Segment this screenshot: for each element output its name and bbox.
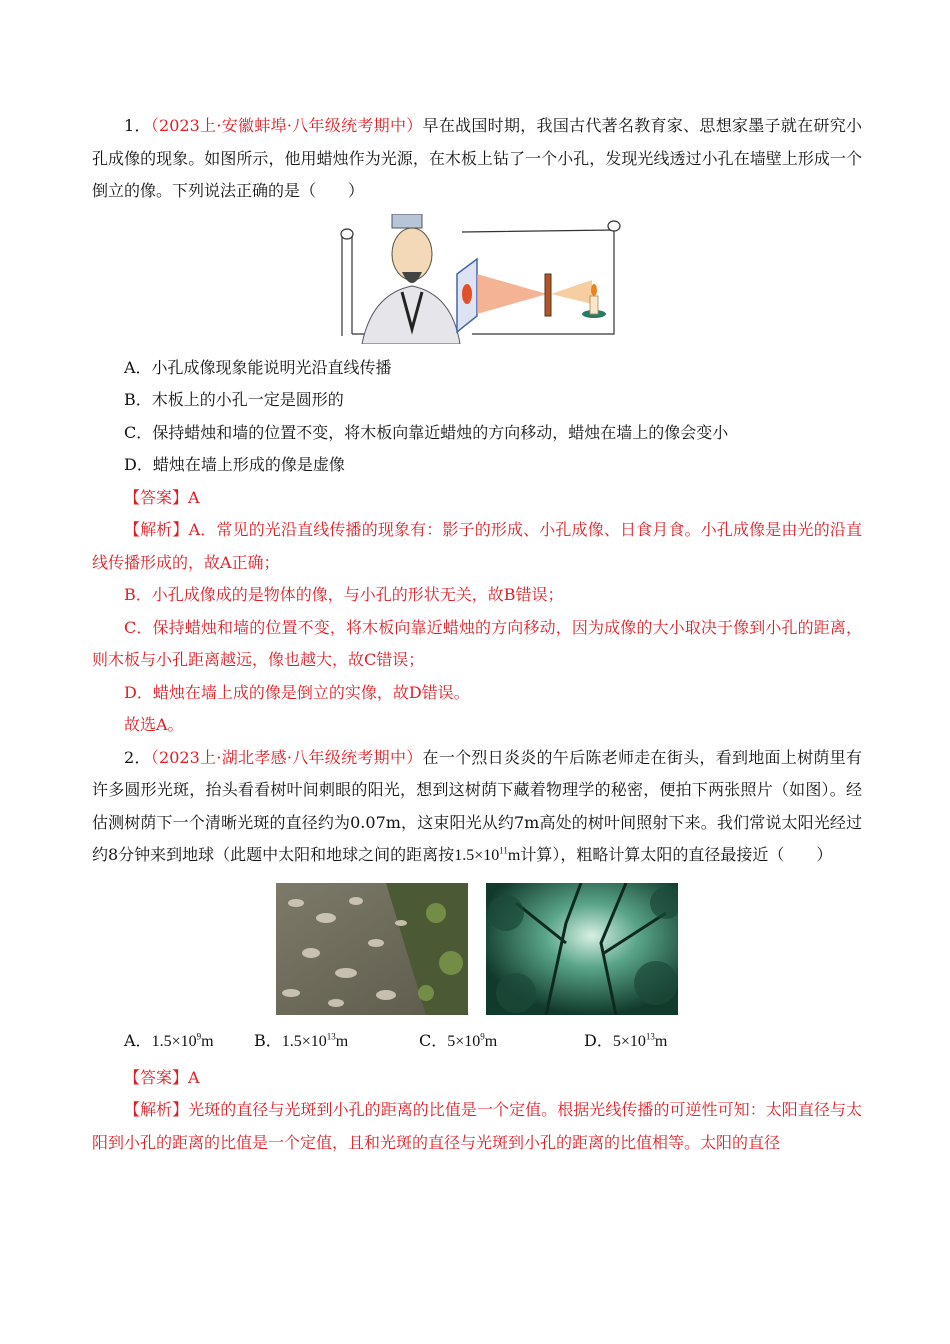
- q2-option-a: [124, 1021, 254, 1062]
- q1-option-d: D．蜡烛在墙上形成的像是虚像: [124, 455, 345, 474]
- q2-stem-text-b: 计算），粗略计算太阳的直径最接近（ ）: [520, 845, 833, 864]
- q2-option-a-unit: m: [201, 1032, 214, 1050]
- q2-photos: [92, 883, 862, 1015]
- q2-option-a-exp: 9: [196, 1031, 202, 1042]
- q1-analysis-label: 【解析】: [124, 520, 189, 539]
- q1-option-a: A．小孔成像现象能说明光沿直线传播: [124, 357, 392, 377]
- q2-option-a-label: A．: [124, 1030, 152, 1050]
- q2-option-c-base: 5×10: [447, 1032, 481, 1050]
- tree-shade-ground-photo: [276, 883, 468, 1015]
- q2-option-a-base: 1.5×10: [151, 1032, 197, 1050]
- q2-options: [92, 1021, 862, 1062]
- q2-option-b-value: [282, 1033, 348, 1050]
- q2-option-c: [419, 1021, 584, 1062]
- mozi-pinhole-illustration: [332, 214, 622, 344]
- q2-distance-unit: m: [507, 847, 521, 864]
- q2-stem: [92, 742, 862, 873]
- q2-option-b-label: B．: [254, 1030, 282, 1050]
- mozi-pinhole-figure: [332, 214, 622, 344]
- q2-option-c-exp: 9: [480, 1031, 485, 1042]
- q2-source: （2023上·湖北孝感·八年级统考期中）: [150, 747, 423, 767]
- q1-analysis-a: [92, 514, 862, 579]
- q2-option-b-exp: 13: [326, 1031, 336, 1042]
- q2-option-a-value: [152, 1033, 214, 1050]
- q2-analysis: [92, 1094, 862, 1159]
- q1-stem: [92, 110, 862, 208]
- q2-number: 2．: [124, 747, 151, 767]
- q2-distance-expr: [454, 847, 520, 864]
- q2-option-b-base: 1.5×10: [281, 1032, 327, 1050]
- q1-answer: 【答案】A: [124, 487, 200, 507]
- q2-option-d-value: [613, 1033, 667, 1050]
- q2-option-d: [584, 1021, 734, 1062]
- q1-analysis-c: C．保持蜡烛和墙的位置不变，将木板向靠近蜡烛的方向移动，因为成像的大小取决于像到小孔的距离，则木板与小孔距离越远，像也越大，故C错误；: [92, 617, 862, 669]
- q1-analysis-a-text: A．常见的光沿直线传播的现象有：影子的形成、小孔成像、日食月食。小孔成像是由光的沿直线传播形成的，故A正确；: [92, 520, 862, 572]
- q2-stem-text-a: 在一个烈日炎炎的午后陈老师走在街头，看到地面上树荫里有许多圆形光斑，抬头看看树叶间刺眼的阳光，想到这树荫下藏着物理学的秘密，便拍下两张照片（如图）。经估测树荫下一个清晰光斑的直径约为0.07m，这束阳光从约7m高处的树叶间照射下来。我们常说太阳光经过约8分钟来到地球（此题中太阳和地球之间的距离按: [92, 747, 862, 864]
- q2-option-c-value: [447, 1033, 497, 1050]
- document-page: [92, 110, 862, 1159]
- q2-distance-exp: 11: [499, 845, 508, 856]
- q1-option-b: B．木板上的小孔一定是圆形的: [124, 390, 344, 409]
- q2-option-b-unit: m: [335, 1032, 349, 1050]
- q2-option-c-label: C．: [419, 1030, 448, 1050]
- q2-distance-base: 1.5×10: [454, 847, 500, 864]
- q1-stem-text: 早在战国时期，我国古代著名教育家、思想家墨子就在研究小孔成像的现象。如图所示，他用蜡烛作为光源，在木板上钻了一个小孔，发现光线透过小孔在墙壁上形成一个倒立的像。下列说法正确的是（ ）: [92, 116, 862, 200]
- q1-conclusion: 故选A。: [124, 715, 184, 734]
- q2-option-d-label: D．: [584, 1030, 613, 1050]
- q2-option-c-unit: m: [484, 1032, 498, 1050]
- q2-option-d-unit: m: [654, 1032, 668, 1050]
- q1-option-c: C．保持蜡烛和墙的位置不变，将木板向靠近蜡烛的方向移动，蜡烛在墙上的像会变小: [124, 422, 729, 442]
- q2-option-b: [254, 1021, 419, 1062]
- q1-analysis-b: B．小孔成像成的是物体的像，与小孔的形状无关，故B错误；: [124, 585, 564, 604]
- tree-canopy-sunlight-photo: [486, 883, 678, 1015]
- q2-option-d-base: 5×10: [612, 1032, 646, 1050]
- q2-answer: 【答案】A: [124, 1067, 200, 1087]
- q1-source: （2023上·安徽蚌埠·八年级统考期中）: [150, 116, 423, 135]
- q2-analysis-text: 光斑的直径与光斑到小孔的距离的比值是一个定值。根据光线传播的可逆性可知：太阳直径与太阳到小孔的距离的比值是一个定值，且和光斑的直径与光斑到小孔的距离的比值相等。太阳的直径: [92, 1100, 862, 1152]
- q1-analysis-d: D．蜡烛在墙上成的像是倒立的实像，故D错误。: [124, 682, 470, 702]
- q1-number: 1．: [124, 116, 151, 135]
- q2-analysis-label: 【解析】: [124, 1100, 189, 1119]
- q2-option-d-exp: 13: [645, 1031, 655, 1042]
